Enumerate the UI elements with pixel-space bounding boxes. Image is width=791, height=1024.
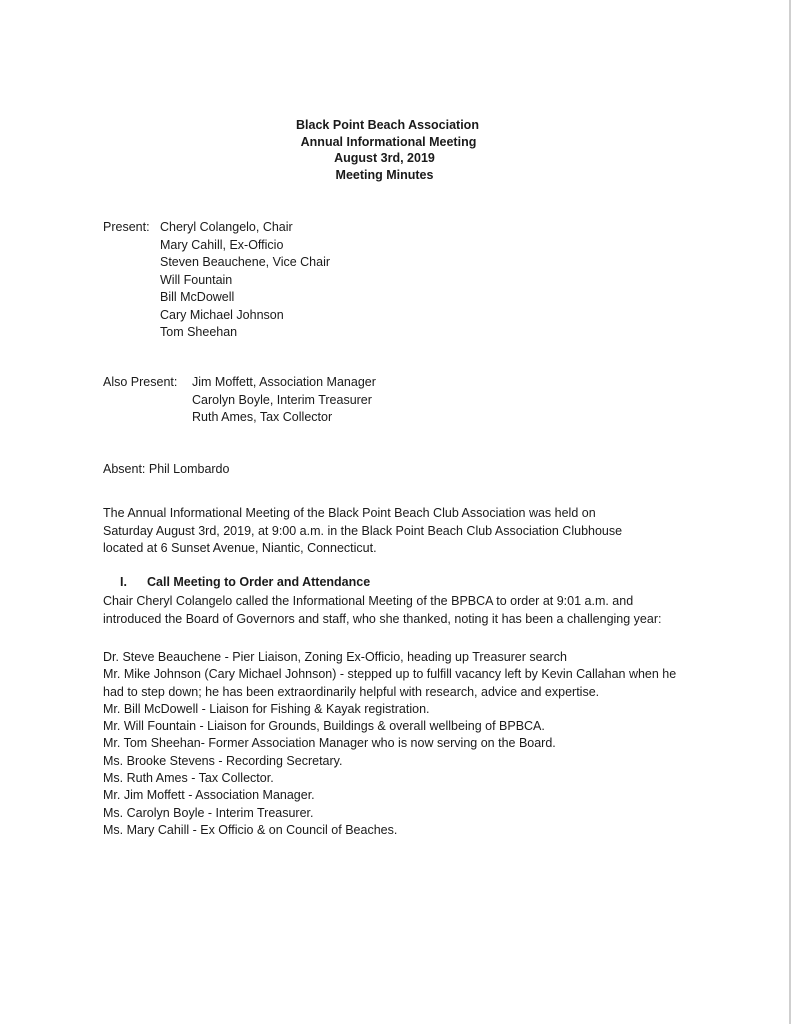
section-number: I. bbox=[120, 575, 127, 589]
section-heading bbox=[120, 575, 370, 589]
absent-line: Absent: Phil Lombardo bbox=[103, 462, 230, 476]
staff-item: Mr. Tom Sheehan- Former Association Manager who is now serving on the Board. bbox=[103, 736, 556, 751]
staff-item: Ms. Ruth Ames - Tax Collector. bbox=[103, 771, 274, 786]
section-body: Chair Cheryl Colangelo called the Informational Meeting of the BPBCA to order at 9:01 a.m. and introduced the Board of Governors and staff, who she thanked, noting it has been a challenging year: bbox=[103, 594, 662, 626]
staff-item: Mr. Will Fountain - Liaison for Grounds, Buildings & overall wellbeing of BPBCA. bbox=[103, 719, 545, 734]
also-present-member: Carolyn Boyle, Interim Treasurer bbox=[192, 392, 372, 407]
also-present-label: Also Present: bbox=[103, 375, 178, 389]
present-member: Cary Michael Johnson bbox=[160, 307, 284, 322]
present-member: Bill McDowell bbox=[160, 290, 235, 304]
staff-list bbox=[103, 649, 703, 839]
meeting-name: Annual Informational Meeting bbox=[300, 134, 477, 149]
staff-item: Mr. Mike Johnson (Cary Michael Johnson) - stepped up to fulfill vacancy left by Kevin Callahan when he had to step down; he has been extraordinarily helpful with research, advice and expertise. bbox=[103, 667, 677, 699]
present-member: Will Fountain bbox=[160, 272, 233, 287]
present-member: Cheryl Colangelo, Chair bbox=[160, 220, 293, 234]
doc-type: Meeting Minutes bbox=[335, 167, 434, 182]
also-present-list bbox=[192, 374, 376, 427]
present-list bbox=[160, 219, 330, 342]
staff-item: Dr. Steve Beauchene - Pier Liaison, Zoning Ex-Officio, heading up Treasurer search bbox=[103, 650, 567, 664]
document-title-block bbox=[0, 117, 791, 183]
present-member: Mary Cahill, Ex-Officio bbox=[160, 237, 284, 252]
present-member: Tom Sheehan bbox=[160, 325, 238, 339]
org-name: Black Point Beach Association bbox=[296, 118, 479, 132]
present-member: Steven Beauchene, Vice Chair bbox=[160, 255, 331, 269]
staff-item: Ms. Mary Cahill - Ex Officio & on Council of Beaches. bbox=[103, 822, 398, 837]
also-present-member: Ruth Ames, Tax Collector bbox=[192, 410, 333, 424]
staff-item: Mr. Bill McDowell - Liaison for Fishing & Kayak registration. bbox=[103, 701, 430, 716]
also-present-member: Jim Moffett, Association Manager bbox=[192, 375, 376, 389]
section-title: Call Meeting to Order and Attendance bbox=[147, 575, 371, 589]
present-label: Present: bbox=[103, 220, 150, 234]
staff-item: Ms. Carolyn Boyle - Interim Treasurer. bbox=[103, 805, 314, 820]
staff-item: Mr. Jim Moffett - Association Manager. bbox=[103, 788, 315, 803]
intro-paragraph: The Annual Informational Meeting of the Black Point Beach Club Association was held on Saturday August 3rd, 2019, at 9:00 a.m. in the Black Point Beach Club Association Clubhouse located at 6 Sunset Avenue, Niantic, Connecticut. bbox=[103, 506, 623, 555]
meeting-date: August 3rd, 2019 bbox=[334, 151, 435, 165]
staff-item: Ms. Brooke Stevens - Recording Secretary. bbox=[103, 753, 343, 768]
